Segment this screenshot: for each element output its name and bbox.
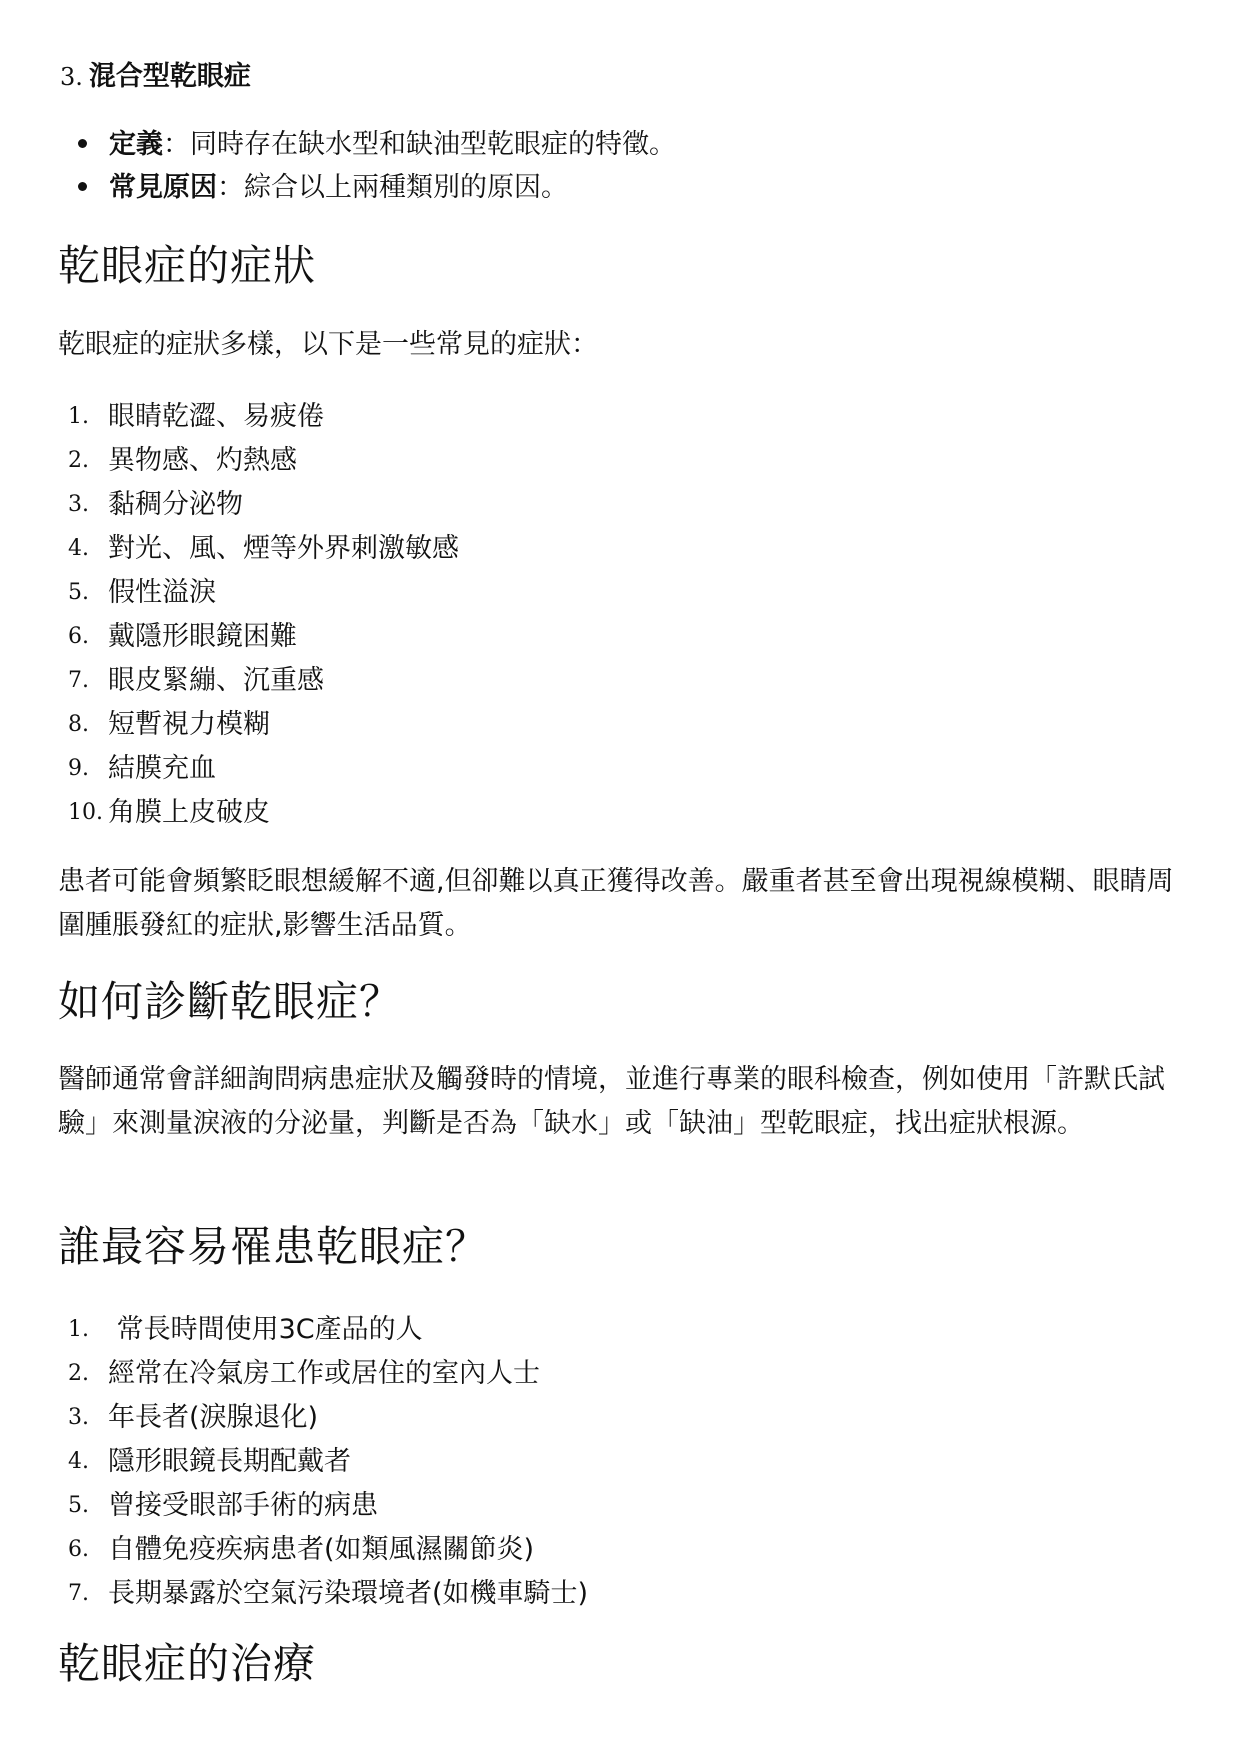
symptoms-outro: 患者可能會頻繁眨眼想緩解不適,但卻難以真正獲得改善。嚴重者甚至會出現視線模糊、眼睛周圍腫脹發紅的症狀,影響生活品質。 [58,866,1174,941]
section3-number: 3. [60,63,83,91]
diagnosis-heading: 如何診斷乾眼症？ [58,977,403,1026]
symptoms-heading: 乾眼症的症狀 [58,241,317,290]
diagnosis-text: 醫師通常會詳細詢問病患症狀及觸發時的情境，並進行專業的眼科檢查，例如使用「許默氏試驗」來測量淚液的分泌量，判斷是否為「缺水」或「缺油」型乾眼症，找出症狀根源。 [58,1064,1165,1139]
bullet-label: 常見原因 [109,172,217,203]
document-page: 3. 混合型乾眼症 定義：同時存在缺水型和缺油型乾眼症的特徵。 常見原因：綜合以上兩種類別的原因。 乾眼症的症狀 乾眼症的症狀多樣，以下是一些常見的症狀： 1. 眼睛乾澀、易疲倦 2. 異物感、灼熱感 3. 黏稠分泌物 4. 對光、風、煙等外界刺激敏感 5. 假性溢淚 6. 戴隱形眼鏡困難 7. 眼皮緊繃、沉重感 8. 短暫視力模糊 9. 結膜充血 10. 角膜上皮破皮 患者可能會頻繁眨眼想緩解不適,但卻難以真正獲得改善。嚴重者甚至會出現視線模糊、眼睛周圍腫脹發紅的症狀,影響生活品質。 如何診斷乾眼症？ 醫師通常會詳細詢問病患症狀及觸發時的情境，並進行專業的眼科檢查，例如使用「許默氏試驗」來測量淚液的分泌量，判斷是否為「缺水」或「缺油」型乾眼症，找出症狀根源。 誰最容易罹患乾眼症？ 1. 常長時間使用3C產品的人 2. 經常在冷氣房工作或居住的室內人士 3. 年長者(淚腺退化) 4. 隱形眼鏡長期配戴者 5. 曾接受眼部手術的病患 6. 自體免疫疾病患者(如類風濕關節炎) 7. 長期暴露於空氣污染環境者(如機車騎士) 乾眼症的治療 [0,0,1241,1755]
section3-heading [60,60,251,94]
bullet-text: ：綜合以上兩種類別的原因。 [217,172,568,203]
bullet-text: ：同時存在缺水型和缺油型乾眼症的特徵。 [163,129,676,160]
section3-title: 混合型乾眼症 [88,61,251,92]
bullet-dot-icon [78,182,87,191]
bullet-label: 定義 [109,129,163,160]
bullet-definition [78,128,676,162]
treatment-heading: 乾眼症的治療 [58,1639,317,1688]
bullet-causes [78,171,568,205]
bullet-dot-icon [78,139,87,148]
risk-heading: 誰最容易罹患乾眼症？ [58,1222,489,1271]
symptoms-intro: 乾眼症的症狀多樣，以下是一些常見的症狀： [58,329,598,360]
